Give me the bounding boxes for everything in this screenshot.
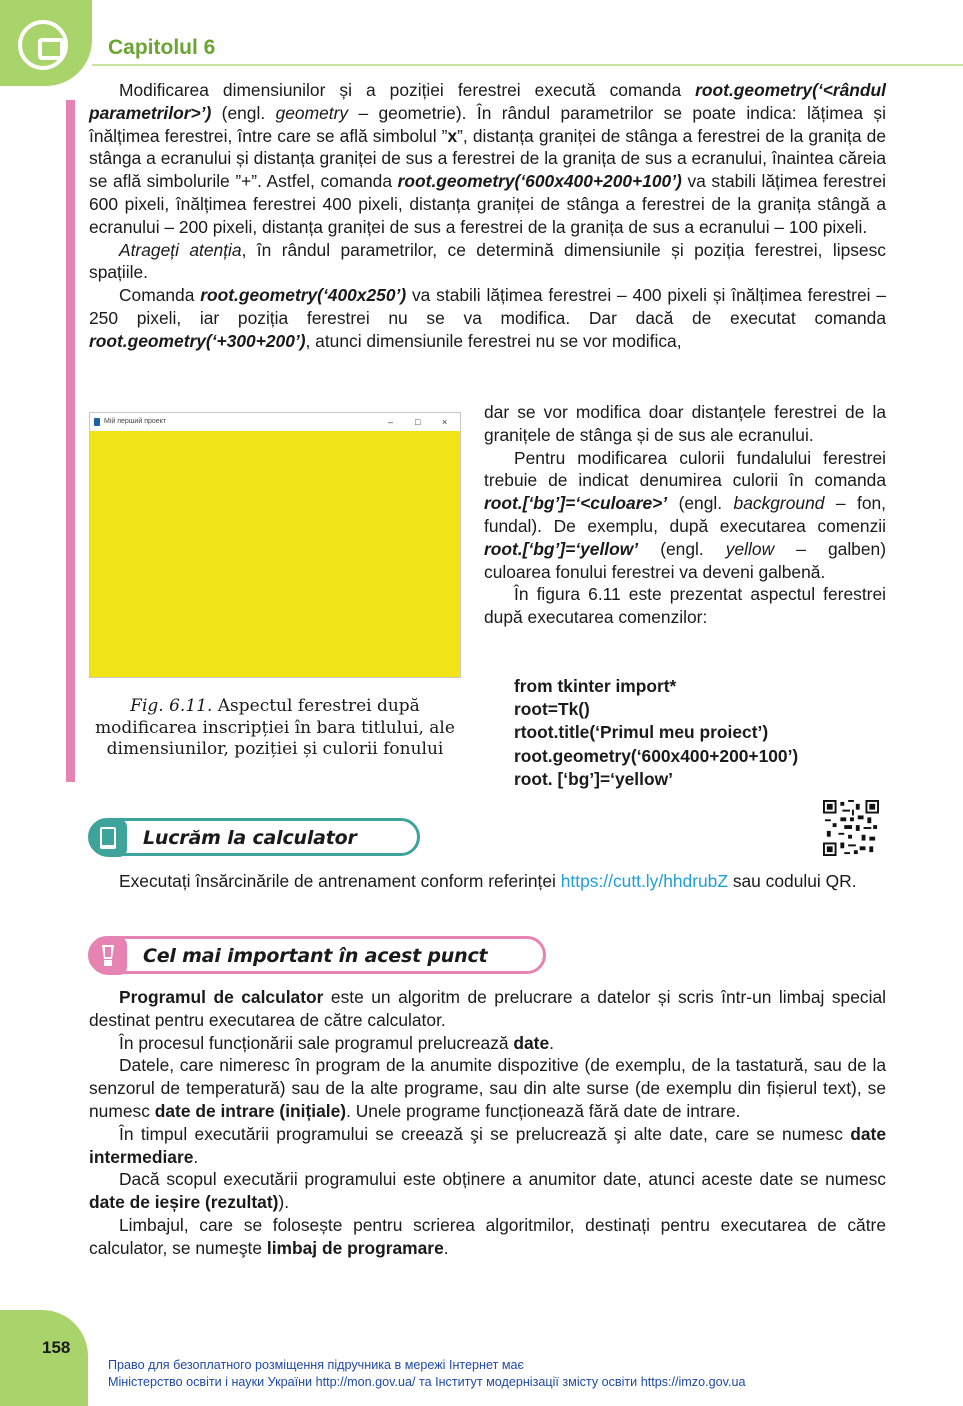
tablet-icon <box>89 819 127 857</box>
chapter-corner-tab <box>0 0 92 86</box>
minimize-icon: – <box>388 417 394 427</box>
paragraph: dar se vor modifica doar distanțele ferestrei de la granițele de stânga și de sus ale ecranului. <box>484 402 886 445</box>
window-titlebar <box>90 413 460 431</box>
code-line: root=Tk() <box>514 699 590 720</box>
figure-window-screenshot <box>89 412 461 678</box>
maximize-icon: □ <box>415 417 421 427</box>
paragraph: Modificarea dimensiunilor și a poziției ferestrei execută comanda root.geometry(‘<rândul parametrilor>’) (engl. geometry – geometrie). În rândul parametrilor se poate indica: lățimea și înălțimea ferestrei, între care se află simbolul ”x”, distanța graniței de stânga a ferestrei de la granița de stânga a ecranului și distanța graniței de sus a ferestrei de la granița de sus a ecranului, înaintea căreia se află simbolurile ”+”. Astfel, comanda root.geometry(‘600x400+200+100’) va stabili lățimea ferestrei 600 pixeli, înălțimea ferestrei 400 pixeli, distanța graniței de stânga a ferestrei de la granița stângă a ecranului – 200 pixeli, distanța graniței de sus a ferestrei de la granița de sus a ecranului – 100 pixeli. <box>89 80 886 237</box>
chapter-icon <box>18 20 68 70</box>
figure-caption: Fig. 6.11. Aspectul ferestrei după modificarea inscripției în bara titlului, ale dimensiunilor, poziției și culorii fonului <box>95 696 455 760</box>
chapter-divider <box>92 64 963 66</box>
intro-text <box>89 79 886 353</box>
paragraph: În figura 6.11 este prezentat aspectul ferestrei după executarea comenzilor: <box>484 584 886 628</box>
paragraph: Datele, care nimeresc în program de la anumite dispozitive (de exemplu, de la tastatură, sau de la senzorul de temperatură) sau de la alte programe, sau din alte surse (de exemplu din fișierul text), se numesc date de intrare (inițiale). Unele programe funcționează fără date de intrare. <box>89 1055 886 1121</box>
paragraph: Atrageți atenția, în rândul parametrilor, ce determină dimensiunile și poziția ferestrei, lipsesc spațiile. <box>89 239 886 283</box>
paragraph: Executați însărcinările de antrenament conform referinței https://cutt.ly/hhdrubZ sau codului QR. <box>119 871 857 891</box>
side-text <box>484 401 886 629</box>
section-banner-important <box>88 936 546 974</box>
qr-code[interactable] <box>822 800 880 856</box>
paragraph: Limbajul, care se folosește pentru scrierea algoritmilor, destinați pentru executarea de către calculator, se numeşte limbaj de programare. <box>89 1214 886 1258</box>
training-link[interactable]: https://cutt.ly/hhdrubZ <box>560 871 728 891</box>
footer-line: Міністерство освіти і науки України http://mon.gov.ua/ та Інститут модернізації змісту освіти https://imzo.gov.ua <box>108 1375 746 1389</box>
footer-notice <box>108 1357 745 1391</box>
page-number-tab <box>0 1310 88 1406</box>
section-banner-calculator <box>88 818 420 856</box>
code-line: root.geometry(‘600x400+200+100’) <box>514 745 799 766</box>
code-line: from tkinter import* <box>514 676 677 696</box>
footer-line: Право для безоплатного розміщення підручника в мережі Інтернет має <box>108 1358 524 1372</box>
calc-text <box>89 870 886 893</box>
section-title: Cel mai important în acest punct <box>143 945 488 967</box>
page-number: 158 <box>42 1338 71 1357</box>
chapter-title: Capitolul 6 <box>108 36 216 59</box>
paragraph: Dacă scopul executării programului este obținere a anumitor date, atunci aceste date se numesc date de ieșire (rezultat)). <box>89 1169 886 1213</box>
highlighter-icon <box>89 937 127 975</box>
code-block <box>514 675 798 791</box>
paragraph: În timpul executării programului se creează şi se prelucrează şi alte date, care se numesc date intermediare. <box>89 1123 886 1167</box>
code-line: root. [‘bg’]=‘yellow’ <box>514 768 673 789</box>
side-accent-bar <box>66 100 75 782</box>
paragraph: Comanda root.geometry(‘400x250’) va stabili lățimea ferestrei – 400 pixeli și înălțimea ferestrei – 250 pixeli, iar poziția ferestrei nu se va modifica. Dar dacă de executat comanda root.geometry(‘+300+200’), atunci dimensiunile ferestrei nu se vor modifica, <box>89 285 886 351</box>
paragraph: În procesul funcționării sale programul prelucrează date. <box>119 1032 554 1053</box>
section-title: Lucrăm la calculator <box>143 827 357 849</box>
window-title: Мій перший проект <box>104 418 167 425</box>
close-icon: × <box>442 417 448 427</box>
paragraph: Programul de calculator este un algoritm de prelucrare a datelor și scris într-un limbaj special destinat pentru executarea de către calculator. <box>89 987 886 1030</box>
paragraph: Pentru modificarea culorii fundalului ferestrei trebuie de indicat denumirea culorii în comanda root.[‘bg’]=‘<culoare>’ (engl. background – fon, fundal). De exemplu, după executarea comenzii root.[‘bg’]=‘yellow’ (engl. yellow – galben) culoarea fonului ferestrei va deveni galbenă. <box>484 447 886 582</box>
code-line: rtoot.title(‘Primul meu proiect’) <box>514 722 769 743</box>
important-text <box>89 986 886 1260</box>
tk-feather-icon <box>94 418 100 426</box>
